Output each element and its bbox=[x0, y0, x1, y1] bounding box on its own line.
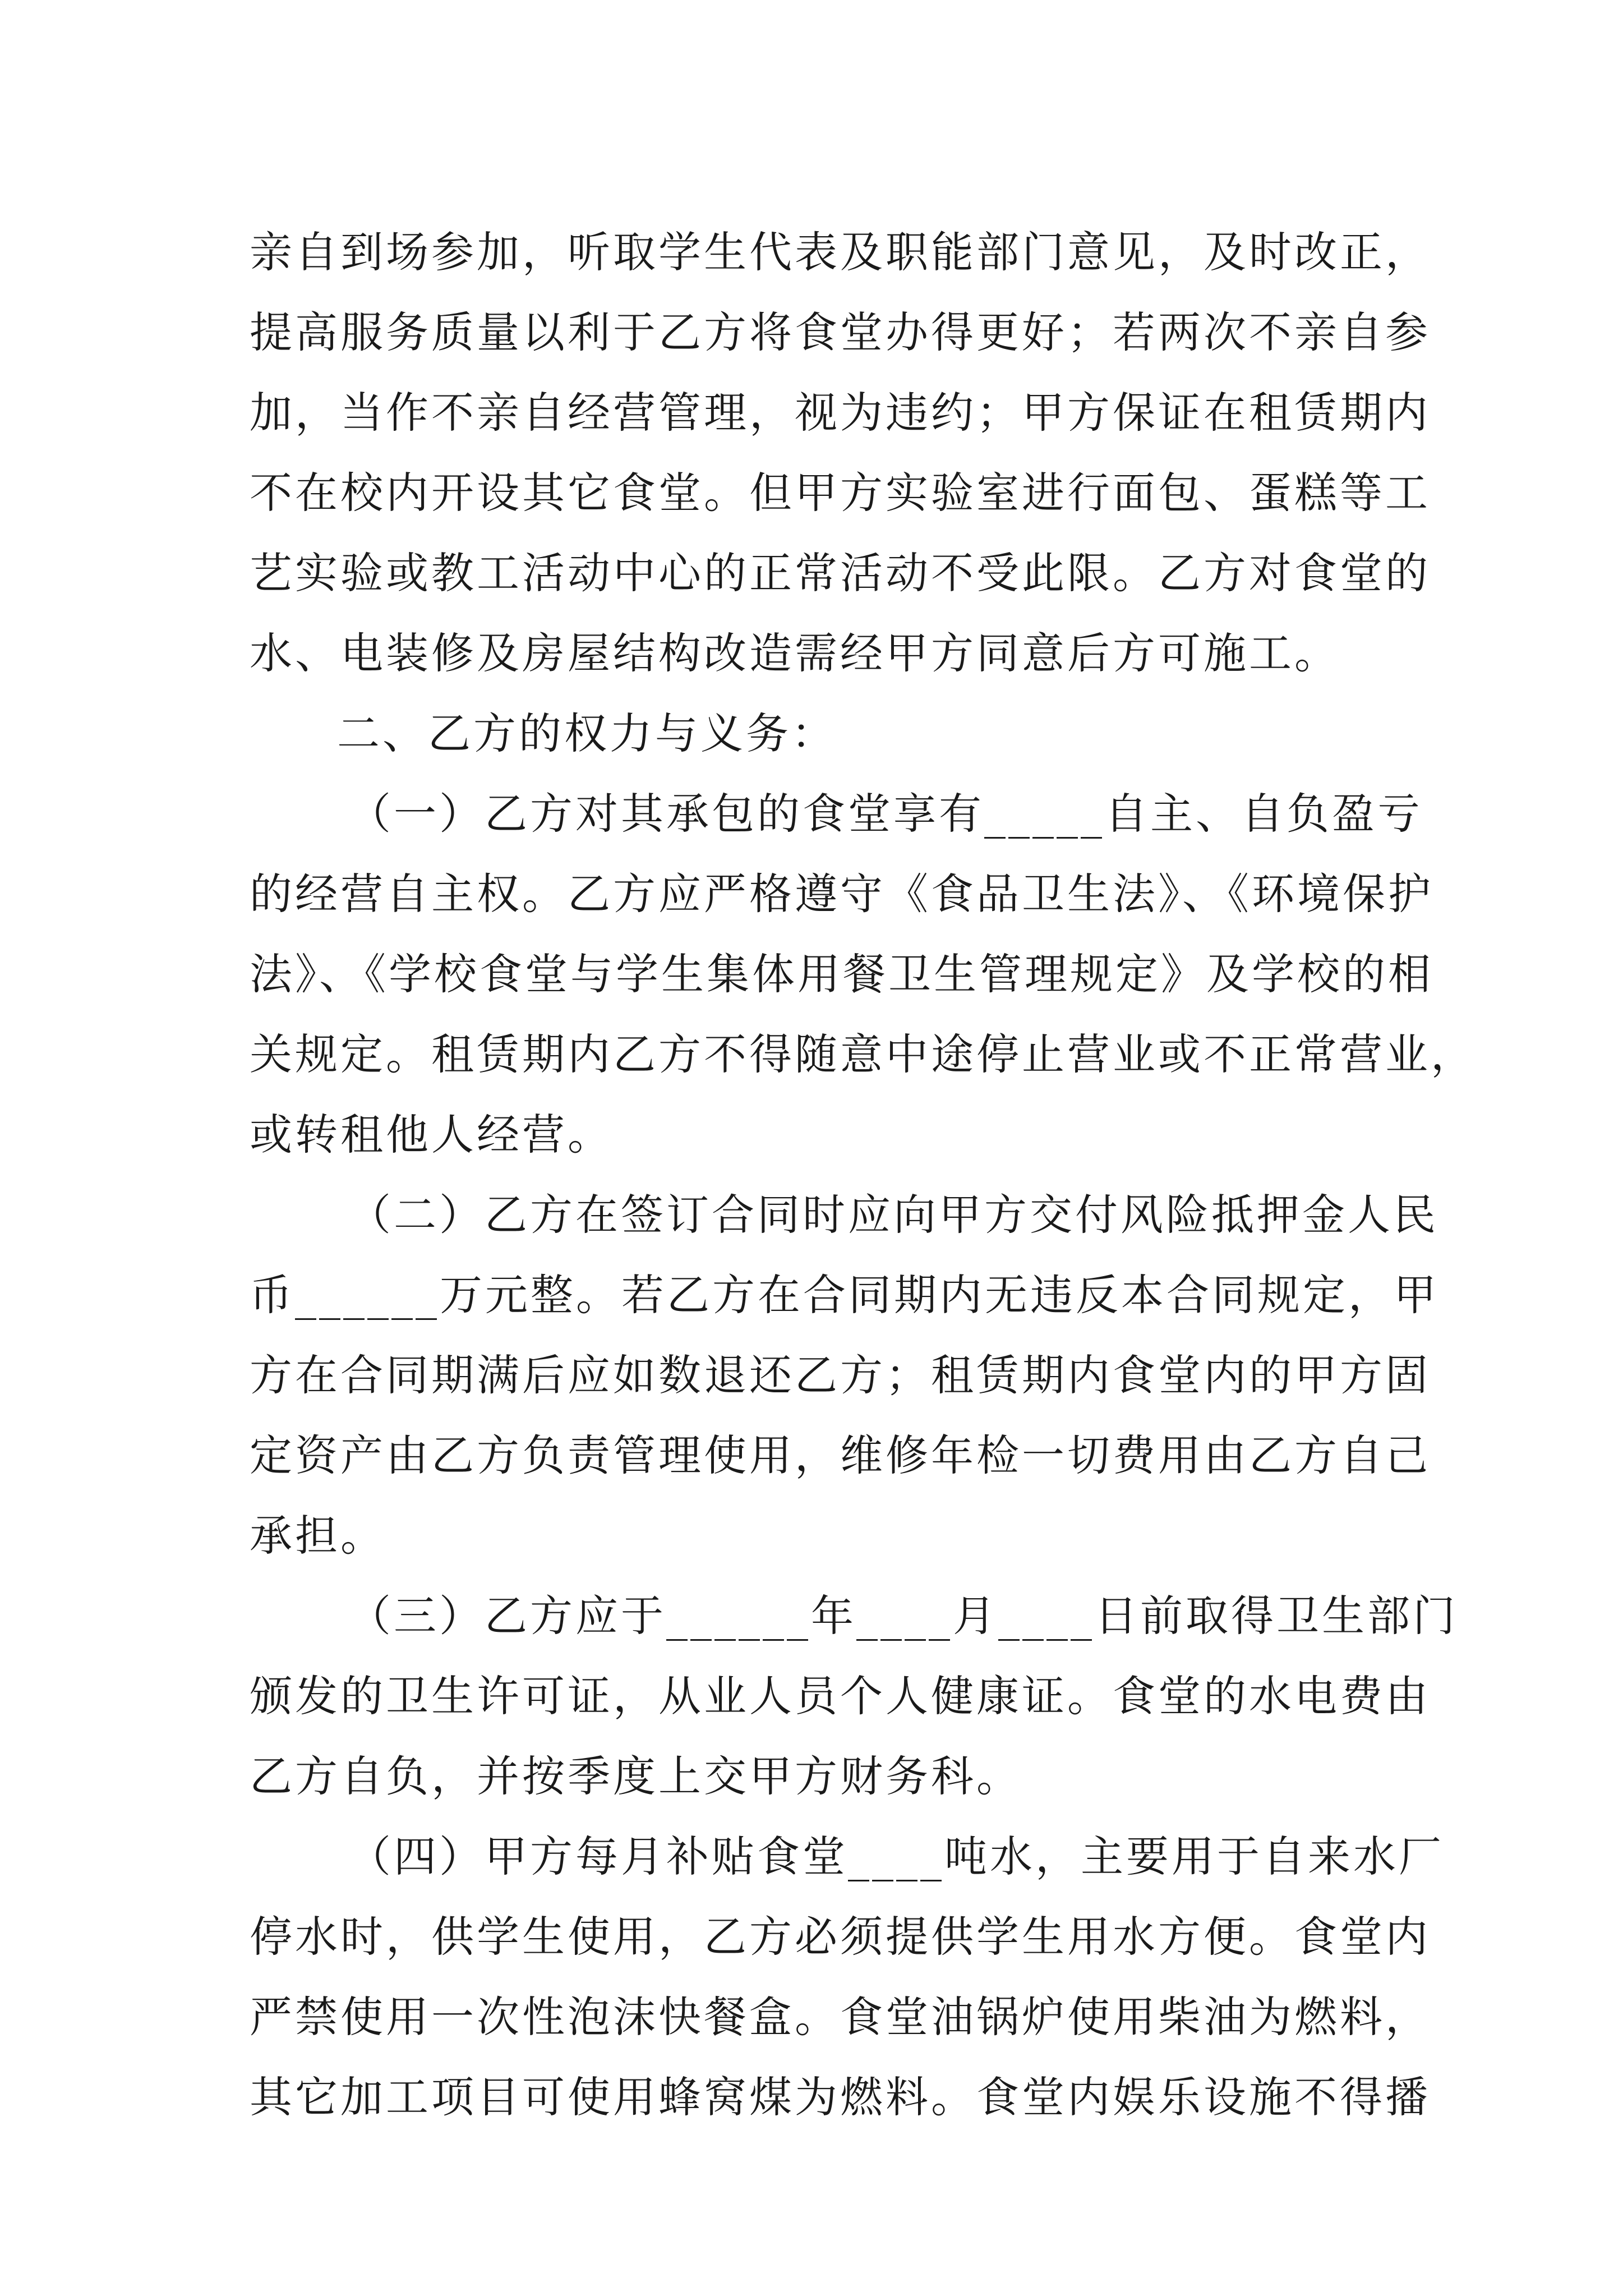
text-line: 停水时，供学生使用，乙方必须提供学生用水方便。食堂内 bbox=[250, 1912, 1431, 1962]
text-line: 的经营自主权。乙方应严格遵守《食品卫生法》、《环境保护 bbox=[250, 869, 1433, 919]
text-line: 方在合同期满后应如数退还乙方；租赁期内食堂内的甲方固 bbox=[250, 1350, 1431, 1400]
text-line: 严禁使用一次性泡沫快餐盒。食堂油锅炉使用柴油为燃料， bbox=[250, 1992, 1431, 2042]
text-line: 币______万元整。若乙方在合同期内无违反本合同规定，甲 bbox=[250, 1270, 1439, 1320]
text-line: 定资产由乙方负责管理使用，维修年检一切费用由乙方自己 bbox=[250, 1430, 1431, 1480]
text-line: 提高服务质量以利于乙方将食堂办得更好；若两次不亲自参 bbox=[250, 307, 1431, 357]
text-line: 法》、《学校食堂与学生集体用餐卫生管理规定》及学校的相 bbox=[250, 949, 1433, 999]
text-line: 或转租他人经营。 bbox=[250, 1110, 613, 1159]
text-line: 亲自到场参加，听取学生代表及职能部门意见，及时改正， bbox=[250, 227, 1431, 277]
clause-heading-2: （二）乙方在签订合同时应向甲方交付风险抵押金人民 bbox=[348, 1190, 1438, 1240]
text-line: 加，当作不亲自经营管理，视为违约；甲方保证在租赁期内 bbox=[250, 388, 1431, 438]
text-line: 乙方自负，并按季度上交甲方财务科。 bbox=[250, 1751, 1022, 1801]
document-body bbox=[250, 212, 1476, 2137]
text-line: 艺实验或教工活动中心的正常活动不受此限。乙方对食堂的 bbox=[250, 548, 1431, 598]
section-heading: 二、乙方的权力与义务： bbox=[337, 708, 837, 758]
text-line: 承担。 bbox=[250, 1511, 386, 1561]
text-line: 颁发的卫生许可证，从业人员个人健康证。食堂的水电费由 bbox=[250, 1671, 1431, 1721]
text-line: 关规定。租赁期内乙方不得随意中途停止营业或不正常营业， bbox=[250, 1029, 1476, 1079]
clause-heading-1: （一）乙方对其承包的食堂享有_____自主、自负盈亏 bbox=[348, 789, 1423, 839]
text-line: 不在校内开设其它食堂。但甲方实验室进行面包、蛋糕等工 bbox=[250, 468, 1431, 518]
text-line: 其它加工项目可使用蜂窝煤为燃料。食堂内娱乐设施不得播 bbox=[250, 2072, 1431, 2122]
clause-heading-4: （四）甲方每月补贴食堂____吨水，主要用于自来水厂 bbox=[348, 1832, 1444, 1881]
text-line: 水、电装修及房屋结构改造需经甲方同意后方可施工。 bbox=[250, 628, 1340, 678]
clause-heading-3: （三）乙方应于______年____月____日前取得卫生部门 bbox=[348, 1591, 1458, 1641]
